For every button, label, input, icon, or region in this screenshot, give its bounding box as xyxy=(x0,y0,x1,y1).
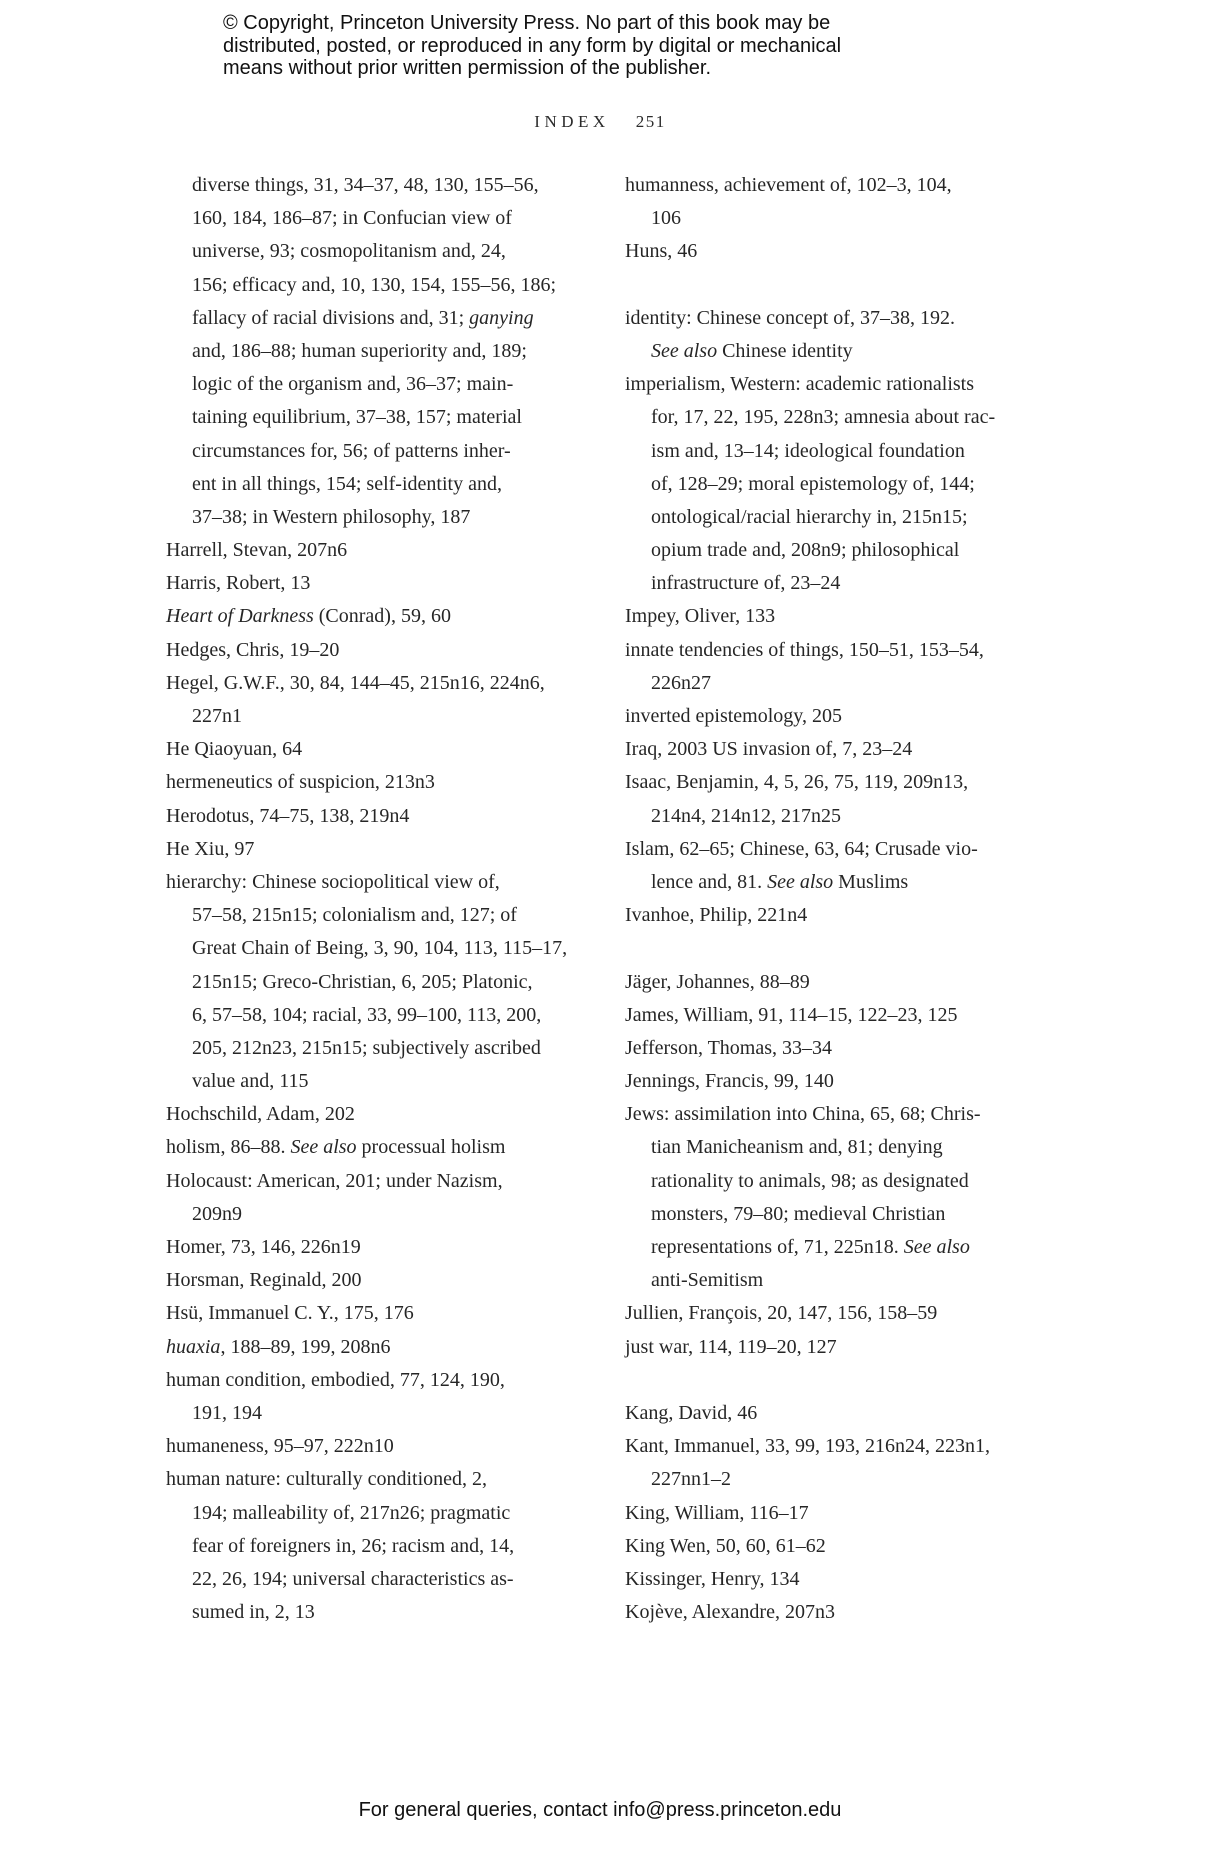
index-line: He Xiu, 97 xyxy=(166,837,255,860)
index-line: hierarchy: Chinese sociopolitical view of, xyxy=(166,870,500,893)
index-line: Great Chain of Being, 3, 90, 104, 113, 115–17, xyxy=(192,937,568,960)
index-line: universe, 93; cosmopolitanism and, 24, xyxy=(192,240,506,263)
index-line: King Wen, 50, 60, 61–62 xyxy=(625,1534,826,1557)
index-line: circumstances for, 56; of patterns inher- xyxy=(192,439,511,462)
index-line: taining equilibrium, 37–38, 157; material xyxy=(192,406,522,429)
index-blank-line xyxy=(625,269,1035,302)
index-line: infrastructure of, 23–24 xyxy=(651,572,841,595)
index-line: King, William, 116–17 xyxy=(625,1501,809,1524)
index-line: sumed in, 2, 13 xyxy=(192,1601,315,1624)
index-line: value and, 115 xyxy=(192,1070,309,1093)
index-line: Harrell, Stevan, 207n6 xyxy=(166,539,348,562)
index-line: anti-Semitism xyxy=(651,1269,764,1292)
index-line: Herodotus, 74–75, 138, 219n4 xyxy=(166,804,410,827)
index-line: rationality to animals, 98; as designated xyxy=(651,1169,969,1192)
index-line: and, 186–88; human superiority and, 189; xyxy=(192,339,527,362)
index-line: Horsman, Reginald, 200 xyxy=(166,1269,362,1292)
index-line: Kang, David, 46 xyxy=(625,1401,758,1424)
index-line: Kojève, Alexandre, 207n3 xyxy=(625,1601,835,1624)
index-line: Islam, 62–65; Chinese, 63, 64; Crusade vio- xyxy=(625,837,978,860)
index-line: Hsü, Immanuel C. Y., 175, 176 xyxy=(166,1302,414,1325)
index-line: 214n4, 214n12, 217n25 xyxy=(651,804,841,827)
index-line: Jäger, Johannes, 88–89 xyxy=(625,970,810,993)
index-line: ent in all things, 154; self-identity and, xyxy=(192,472,502,495)
index-body xyxy=(166,169,1035,1629)
index-line: of, 128–29; moral epistemology of, 144; xyxy=(651,472,975,495)
index-line: James, William, 91, 114–15, 122–23, 125 xyxy=(625,1003,958,1026)
index-line: 205, 212n23, 215n15; subjectively ascribed xyxy=(192,1036,541,1059)
index-line: imperialism, Western: academic rationalists xyxy=(625,373,975,396)
index-left-column xyxy=(166,169,576,1629)
copyright-notice xyxy=(223,12,841,80)
index-line: Ivanhoe, Philip, 221n4 xyxy=(625,904,808,927)
index-line: 57–58, 215n15; colonialism and, 127; of xyxy=(192,904,517,927)
header-page-number: 251 xyxy=(635,112,666,131)
page-header xyxy=(166,112,1034,132)
index-line: Jullien, François, 20, 147, 156, 158–59 xyxy=(625,1302,938,1325)
index-line: innate tendencies of things, 150–51, 153–54, xyxy=(625,638,984,661)
index-footer xyxy=(166,1799,1034,1822)
index-line: identity: Chinese concept of, 37–38, 192. xyxy=(625,306,955,329)
index-line: 209n9 xyxy=(192,1202,242,1225)
index-line: 156; efficacy and, 10, 130, 154, 155–56, 186; xyxy=(192,273,557,296)
index-line: human nature: culturally conditioned, 2, xyxy=(166,1468,488,1491)
index-line: fallacy of racial divisions and, 31; ganying xyxy=(192,306,534,329)
index-line: Jennings, Francis, 99, 140 xyxy=(625,1070,834,1093)
index-line: ontological/racial hierarchy in, 215n15; xyxy=(651,505,968,528)
index-line: ism and, 13–14; ideological foundation xyxy=(651,439,965,462)
index-line: Hegel, G.W.F., 30, 84, 144–45, 215n16, 224n6, xyxy=(166,671,545,694)
copyright-line: distributed, posted, or reproduced in any form by digital or mechanical xyxy=(223,34,842,57)
index-line: 6, 57–58, 104; racial, 33, 99–100, 113, 200, xyxy=(192,1003,542,1026)
index-line: human condition, embodied, 77, 124, 190, xyxy=(166,1368,505,1391)
index-blank-line xyxy=(625,1364,1035,1397)
index-line: opium trade and, 208n9; philosophical xyxy=(651,539,960,562)
index-line: Isaac, Benjamin, 4, 5, 26, 75, 119, 209n13, xyxy=(625,771,969,794)
index-line: Kant, Immanuel, 33, 99, 193, 216n24, 223n1, xyxy=(625,1435,990,1458)
index-line: 160, 184, 186–87; in Confucian view of xyxy=(192,207,512,230)
index-line: See also Chinese identity xyxy=(651,339,853,362)
index-line: Impey, Oliver, 133 xyxy=(625,605,776,628)
index-line: logic of the organism and, 36–37; main- xyxy=(192,373,514,396)
index-line: Huns, 46 xyxy=(625,240,698,263)
index-right-column xyxy=(625,169,1035,1629)
copyright-line: © Copyright, Princeton University Press. No part of this book may be xyxy=(223,12,831,34)
index-line: 227nn1–2 xyxy=(651,1468,731,1491)
index-line: Hedges, Chris, 19–20 xyxy=(166,638,340,661)
index-line: representations of, 71, 225n18. See also xyxy=(651,1236,970,1258)
index-line: lence and, 81. See also Muslims xyxy=(651,870,909,893)
index-line: 191, 194 xyxy=(192,1401,262,1424)
index-line: Hochschild, Adam, 202 xyxy=(166,1103,355,1126)
index-line: humanness, achievement of, 102–3, 104, xyxy=(625,174,952,196)
index-line: humaneness, 95–97, 222n10 xyxy=(166,1435,394,1458)
copyright-line: means without prior written permission of the publisher. xyxy=(223,57,712,79)
index-line: tian Manicheanism and, 81; denying xyxy=(651,1136,943,1159)
index-line: hermeneutics of suspicion, 213n3 xyxy=(166,771,435,794)
index-line: 22, 26, 194; universal characteristics as- xyxy=(192,1567,514,1590)
index-line: monsters, 79–80; medieval Christian xyxy=(651,1202,946,1225)
index-line: 226n27 xyxy=(651,671,711,694)
index-line: 106 xyxy=(651,207,681,230)
index-line: 194; malleability of, 217n26; pragmatic xyxy=(192,1501,511,1524)
index-line: inverted epistemology, 205 xyxy=(625,705,842,727)
index-line: Heart of Darkness (Conrad), 59, 60 xyxy=(166,605,451,628)
index-line: Iraq, 2003 US invasion of, 7, 23–24 xyxy=(625,738,913,761)
index-line: He Qiaoyuan, 64 xyxy=(166,738,303,761)
index-blank-line xyxy=(625,932,1035,965)
index-line: Holocaust: American, 201; under Nazism, xyxy=(166,1169,503,1192)
footer-text: For general queries, contact info@press.princeton.edu xyxy=(358,1799,842,1821)
index-line: Jefferson, Thomas, 33–34 xyxy=(625,1036,833,1059)
index-line: 227n1 xyxy=(192,705,242,727)
header-index-label: INDEX xyxy=(534,112,610,131)
index-line: Jews: assimilation into China, 65, 68; Chris- xyxy=(625,1103,981,1126)
index-line: fear of foreigners in, 26; racism and, 14, xyxy=(192,1534,515,1557)
index-line: Harris, Robert, 13 xyxy=(166,572,311,595)
index-line: Kissinger, Henry, 134 xyxy=(625,1567,800,1590)
index-line: Homer, 73, 146, 226n19 xyxy=(166,1236,361,1258)
index-line: 215n15; Greco-Christian, 6, 205; Platonic, xyxy=(192,970,533,993)
index-line: diverse things, 31, 34–37, 48, 130, 155–56, xyxy=(192,174,539,196)
index-line: 37–38; in Western philosophy, 187 xyxy=(192,505,471,528)
index-line: holism, 86–88. See also processual holism xyxy=(166,1136,506,1159)
index-line: for, 17, 22, 195, 228n3; amnesia about rac- xyxy=(651,406,996,429)
index-line: huaxia, 188–89, 199, 208n6 xyxy=(166,1335,391,1358)
index-line: just war, 114, 119–20, 127 xyxy=(625,1335,837,1358)
